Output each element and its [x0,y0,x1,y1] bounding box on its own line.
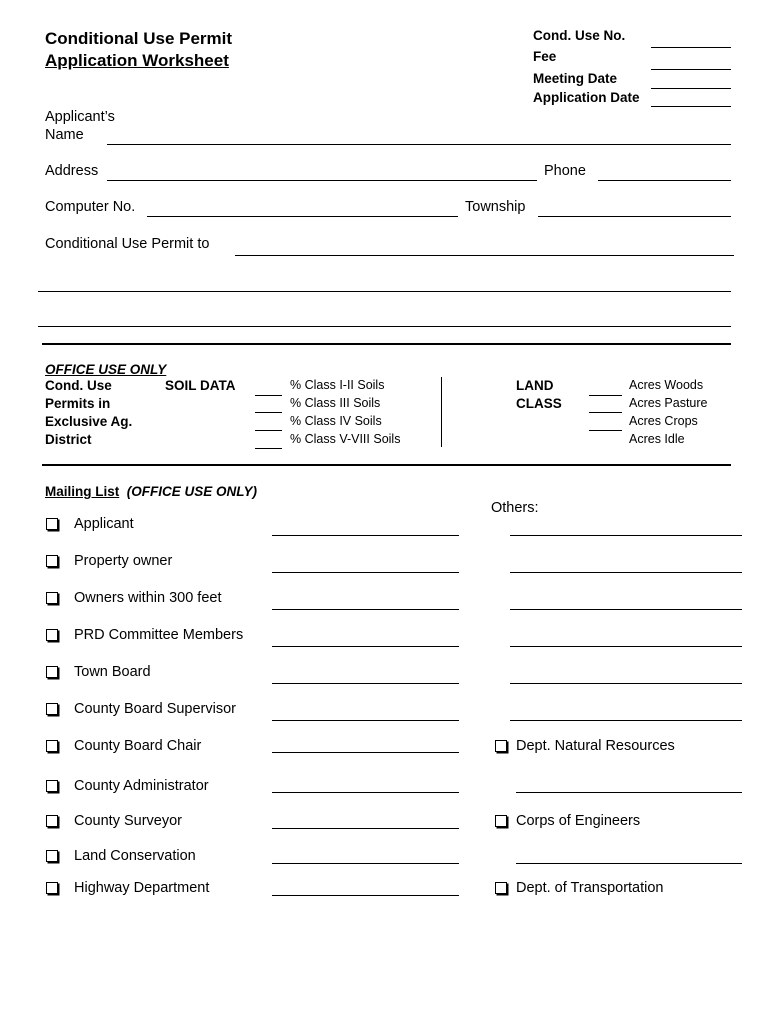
acres-blank[interactable] [589,412,622,413]
checkbox[interactable] [46,815,58,827]
mailing-field[interactable] [272,683,459,684]
checkbox[interactable] [46,882,58,894]
mailing-item: Town Board [74,664,151,680]
permit-to-field[interactable] [235,255,734,256]
others-label: Others: [491,500,539,516]
mailing-item: Land Conservation [74,848,196,864]
checkbox[interactable] [46,780,58,792]
cond-use-no-field[interactable] [651,47,731,48]
address-label: Address [45,163,99,179]
soil-blank[interactable] [255,430,282,431]
mailing-field[interactable] [272,646,459,647]
acres-label: Acres Pasture [629,396,708,410]
district-label: District [45,432,92,447]
permits-in-label: Permits in [45,396,111,411]
phone-field[interactable] [598,180,731,181]
mailing-field[interactable] [272,572,459,573]
permit-to-field-2[interactable] [38,291,731,292]
computer-no-label: Computer No. [45,199,136,215]
others-field[interactable] [516,863,742,864]
mailing-field[interactable] [272,828,459,829]
right-mailing-item: Corps of Engineers [516,813,641,829]
address-field[interactable] [107,180,537,181]
acres-blank[interactable] [589,395,622,396]
right-mailing-item: Dept. of Transportation [516,880,664,896]
township-label: Township [465,199,526,215]
mailing-item: Applicant [74,516,134,532]
township-field[interactable] [538,216,731,217]
vertical-divider [441,377,442,447]
application-date-field[interactable] [651,106,731,107]
checkbox[interactable] [46,666,58,678]
meeting-date-field[interactable] [651,88,731,89]
mailing-list-title: Mailing List [45,484,120,499]
mailing-field[interactable] [272,895,459,896]
form-subtitle: Application Worksheet [45,51,229,70]
mailing-list-note: (OFFICE USE ONLY) [126,484,258,499]
checkbox[interactable] [495,882,507,894]
mailing-item: County Surveyor [74,813,182,829]
checkbox[interactable] [46,592,58,604]
mailing-heading [45,484,257,499]
name-label: Name [45,127,84,143]
cond-use-label: Cond. Use [45,378,112,393]
checkbox[interactable] [46,555,58,567]
mailing-item: Owners within 300 feet [74,590,222,606]
soil-blank[interactable] [255,448,282,449]
class-label: CLASS [516,396,562,411]
checkbox[interactable] [46,850,58,862]
mailing-field[interactable] [272,609,459,610]
soil-blank[interactable] [255,412,282,413]
permit-to-label: Conditional Use Permit to [45,236,210,252]
others-field[interactable] [510,720,742,721]
others-field[interactable] [510,646,742,647]
acres-blank[interactable] [589,430,622,431]
soil-class-label: % Class I-II Soils [290,378,385,392]
mailing-item: County Board Supervisor [74,701,236,717]
mailing-field[interactable] [272,792,459,793]
right-mailing-item: Dept. Natural Resources [516,738,675,754]
mailing-field[interactable] [272,535,459,536]
section-divider [42,343,731,345]
mailing-field[interactable] [272,720,459,721]
checkbox[interactable] [46,518,58,530]
acres-label: Acres Idle [629,432,685,446]
phone-label: Phone [544,163,586,179]
mailing-item: PRD Committee Members [74,627,244,643]
others-field[interactable] [510,535,742,536]
others-field[interactable] [516,792,742,793]
meeting-date-label: Meeting Date [533,71,618,86]
office-use-heading: OFFICE USE ONLY [45,362,167,377]
checkbox[interactable] [46,740,58,752]
soil-data-label: SOIL DATA [165,378,236,393]
checkbox[interactable] [495,740,507,752]
acres-label: Acres Crops [629,414,698,428]
computer-no-field[interactable] [147,216,458,217]
mailing-item: County Administrator [74,778,209,794]
application-date-label: Application Date [533,90,640,105]
permit-to-field-3[interactable] [38,326,731,327]
form-title: Conditional Use Permit [45,29,233,48]
mailing-field[interactable] [272,863,459,864]
fee-label: Fee [533,49,557,64]
soil-class-label: % Class V-VIII Soils [290,432,401,446]
others-field[interactable] [510,609,742,610]
checkbox[interactable] [495,815,507,827]
checkbox[interactable] [46,703,58,715]
others-field[interactable] [510,572,742,573]
name-field[interactable] [107,144,731,145]
checkbox[interactable] [46,629,58,641]
mailing-item: Highway Department [74,880,210,896]
acres-label: Acres Woods [629,378,704,392]
soil-blank[interactable] [255,395,282,396]
soil-class-label: % Class III Soils [290,396,381,410]
mailing-item: Property owner [74,553,173,569]
cond-use-no-label: Cond. Use No. [533,28,626,43]
section-divider-2 [42,464,731,466]
others-field[interactable] [510,683,742,684]
mailing-item: County Board Chair [74,738,202,754]
land-label: LAND [516,378,554,393]
applicants-label: Applicant’s [45,109,115,125]
fee-field[interactable] [651,69,731,70]
mailing-field[interactable] [272,752,459,753]
soil-class-label: % Class IV Soils [290,414,382,428]
exclusive-ag-label: Exclusive Ag. [45,414,133,429]
